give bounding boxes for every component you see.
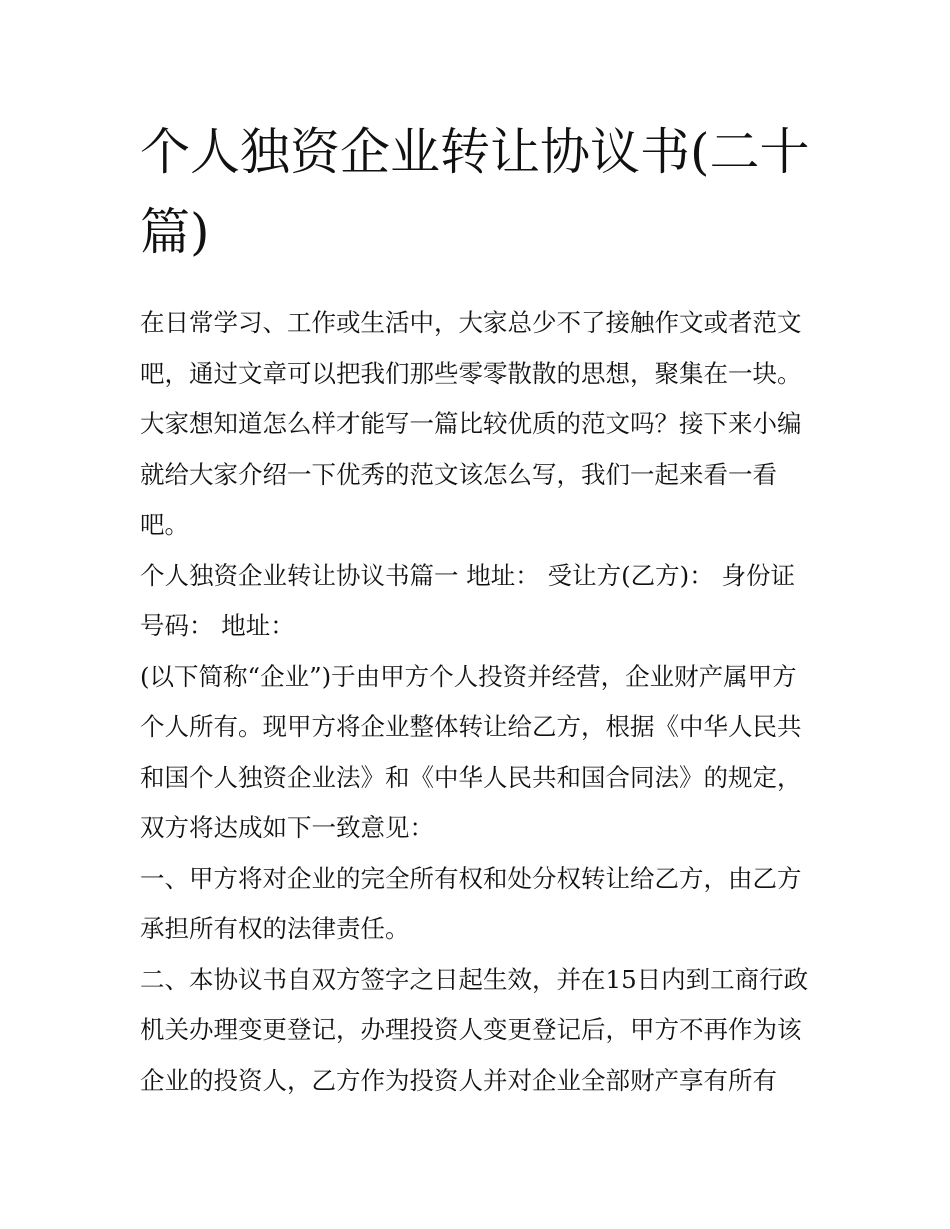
paragraph-background: (以下简称“企业”)于由甲方个人投资并经营，企业财产属甲方个人所有。现甲方将企业整体转让给乙方，根据《中华人民共和国个人独资企业法》和《中华人民共和国合同法》的规定，双方将达成如下一致意见： xyxy=(140,661,802,842)
document-body xyxy=(140,112,812,1106)
paragraph-clause-1: 一、甲方将对企业的完全所有权和处分权转让给乙方，由乙方承担所有权的法律责任。 xyxy=(140,863,802,943)
paragraph-clause-2: 二、本协议书自双方签字之日起生效，并在15日内到工商行政机关办理变更登记，办理投资人变更登记后，甲方不再作为该企业的投资人，乙方作为投资人并对企业全部财产享有所有 xyxy=(140,964,809,1095)
document-title: 个人独资企业转让协议书(二十篇) xyxy=(140,123,810,261)
paragraph-intro: 在日常学习、工作或生活中，大家总少不了接触作文或者范文吧，通过文章可以把我们那些零零散散的思想，聚集在一块。大家想知道怎么样才能写一篇比较优质的范文吗？接下来小编就给大家介绍一下优秀的范文该怎么写，我们一起来看一看吧。 xyxy=(140,308,802,539)
paragraph-parties: 个人独资企业转让协议书篇一 地址： 受让方(乙方)： 身份证号码： 地址： xyxy=(140,560,795,640)
